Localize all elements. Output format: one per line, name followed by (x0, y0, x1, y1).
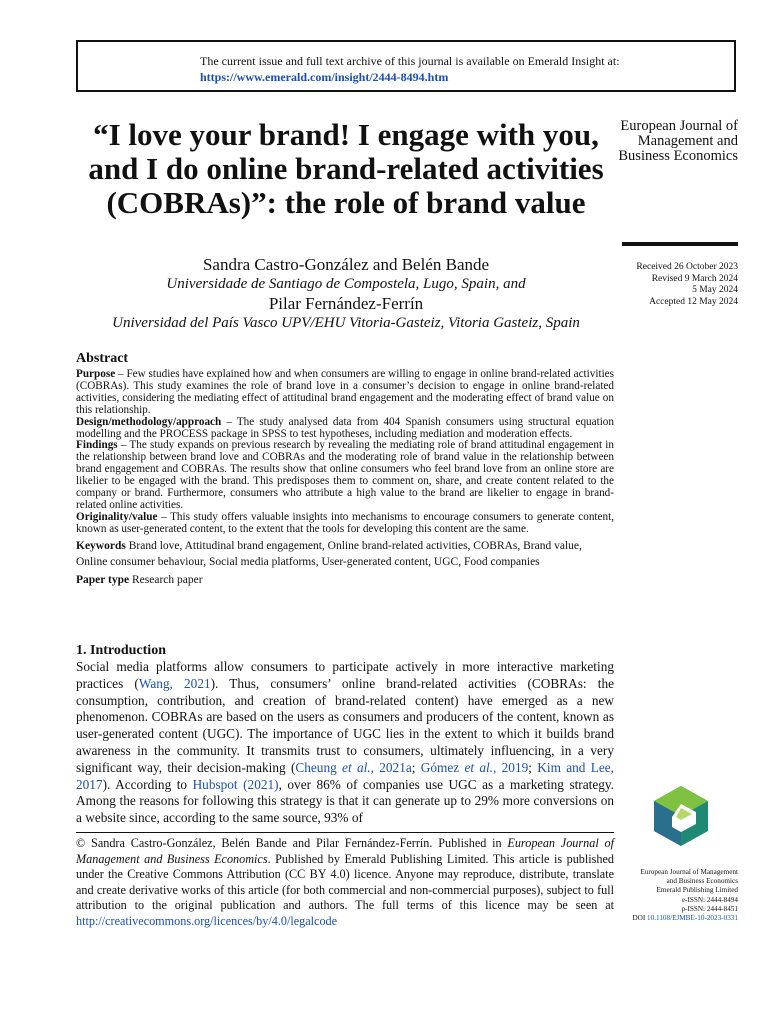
license-notice (76, 836, 614, 929)
authors-block (76, 255, 616, 333)
abstract-design (76, 417, 614, 441)
publisher-name: Emerald Publishing Limited (656, 886, 738, 895)
pub-journal-line-2: and Business Economics (666, 877, 738, 886)
date-received: Received 26 October 2023 (636, 262, 738, 272)
date-revised-2: 5 May 2024 (692, 285, 738, 295)
introduction-section (76, 642, 614, 827)
doi-link[interactable]: 10.1108/EJMBE-10-2023-0331 (647, 914, 738, 923)
abstract-findings (76, 440, 614, 511)
p-issn: p-ISSN: 2444-8451 (681, 904, 738, 913)
doi-label: DOI (632, 914, 646, 923)
abstract-originality (76, 512, 614, 536)
intro-text: , over 86% of companies use UGC as a marketing strategy. Among the reasons for following this strategy is that it can generate up to 29% more conversions on a website since, according to the same source, 93% of (76, 776, 614, 826)
archive-notice-box (76, 40, 736, 92)
citation-link[interactable]: Wang, 2021 (138, 675, 211, 691)
keywords-text: Brand love, Attitudinal brand engagement, Online brand-related activities, COBRAs, Brand value, Online consumer behaviour, Social media platforms, User-generated content, UGC, Food companies (76, 539, 582, 568)
doi-line (610, 914, 738, 923)
article-dates (610, 262, 738, 308)
introduction-paragraph (76, 659, 614, 827)
affiliation-1: Universidade de Santiago de Compostela, Lugo, Spain, and (166, 276, 526, 292)
affiliation-2: Universidad del País Vasco UPV/EHU Vitoria-Gasteiz, Vitoria Gasteiz, Spain (112, 315, 580, 331)
date-revised: Revised 9 March 2024 (651, 273, 738, 284)
citation-year: , 2019 (493, 759, 529, 775)
archive-link[interactable]: https://www.emerald.com/insight/2444-8494.htm (200, 70, 449, 84)
citation-link[interactable]: Hubspot (2021) (192, 776, 279, 792)
design-text: – The study analysed data from 404 Spanish consumers using structural equation modelling and the PROCESS package in SPSS to test hypotheses, including mediation and moderation effects. (76, 415, 614, 440)
keywords-label: Keywords (76, 539, 126, 552)
citation-author: Cheung (295, 759, 343, 775)
license-text: © Sandra Castro-González, Belén Bande and Pilar Fernández-Ferrín. Published in (76, 836, 508, 850)
abstract-purpose (76, 369, 614, 417)
introduction-heading: 1. Introduction (76, 643, 166, 658)
citation-link[interactable] (421, 760, 529, 775)
journal-name: European Journal of Management and Business Economics (618, 118, 738, 164)
journal-rule (622, 242, 738, 246)
footer-rule (76, 832, 614, 833)
citation-et-al: et al. (464, 759, 494, 775)
findings-text: – The study expands on previous research by revealing the mediating role of brand attitudinal engagement in the relationship between brand love and COBRAs and the moderating role of brand value in the relationship between brand engagement and COBRAs. The results show that online consumers who feel brand love from an online store are likelier to be engaged with the brand. This predisposes them to comment on, share, and create content related to the company or brand. Furthermore, consumers who attribute a high value to the brand are likelier to engage in brand-related online activities. (76, 439, 614, 511)
e-issn: e-ISSN: 2444-8494 (681, 895, 738, 904)
license-link[interactable]: http://creativecommons.org/licences/by/4.0/legalcode (76, 913, 338, 928)
license-text: . Published by Emerald Publishing Limited. This article is published under the Creative Commons Attribution (CC BY 4.0) licence. Anyone may reproduce, distribute, translate and create derivative works of this article (for both commercial and non-commercial purposes), subject to full attribution to the original publication and authors. The full terms of this licence may be seen at (76, 851, 614, 912)
intro-text: Social media platforms allow consumers to participate actively in more interactive marketing practices ( (76, 659, 614, 691)
article-title: “I love your brand! I engage with you, and I do online brand-related activities (COBRAs)”: the role of brand value (88, 117, 604, 220)
originality-text: – This study offers valuable insights into mechanisms to encourage consumers to generate content, known as user-generated content, to the extent that the tools for developing this content are the same. (76, 510, 614, 535)
authors-line-2: Pilar Fernández-Ferrín (268, 294, 424, 313)
authors-line-1: Sandra Castro-González and Belén Bande (202, 255, 490, 274)
date-accepted: Accepted 12 May 2024 (649, 296, 738, 307)
citation-link[interactable] (295, 760, 411, 775)
design-label: Design/methodology/approach (76, 415, 222, 428)
findings-label: Findings (76, 439, 118, 452)
abstract-paper-type (76, 572, 614, 588)
intro-text: ). According to (102, 776, 193, 792)
citation-link[interactable]: Kim and Lee, 2017 (76, 759, 614, 792)
abstract-heading: Abstract (76, 351, 129, 366)
pub-journal-line-1: European Journal of Management (640, 868, 738, 876)
purpose-text: – Few studies have explained how and when consumers are willing to engage in online brand-related activities (COBRAs). This study examines the role of brand love in a consumer’s decision to engage in online brand-related activities, considering the mediating effect of attitudinal brand engagement and the moderating effect of brand value on this relationship. (76, 368, 614, 416)
archive-notice-text: The current issue and full text archive of this journal is available on Emerald Insight at: (200, 54, 620, 68)
publication-info (610, 868, 738, 923)
citation-year: , 2021a (370, 759, 412, 775)
purpose-label: Purpose (76, 368, 116, 380)
license-journal-name: European Journal of Management and Business Economics (76, 836, 614, 866)
journal-logo-icon (650, 784, 712, 856)
abstract-keywords (76, 538, 614, 570)
paper-type-label: Paper type (76, 573, 130, 586)
citation-author: Gómez (420, 759, 465, 775)
intro-text: ). Thus, consumers’ online brand-related activities (COBRAs: the consumption, contribution, and creation of brand-related content) have emerged as a new phenomenon. COBRAs are based on the users as consumers and producers of the content, known as user-generated content (UGC). The importance of UGC lies in the extent to which it builds brand awareness in the community. It transmits trust to consumers, ultimately influencing, in a very significant way, their decision-making ( (76, 675, 614, 775)
citation-et-al: et al. (342, 759, 371, 775)
abstract-section (76, 351, 614, 588)
paper-type-text: Research paper (129, 573, 203, 586)
originality-label: Originality/value (76, 510, 158, 523)
intro-text: ; (411, 759, 421, 775)
intro-text: ; (528, 759, 538, 775)
